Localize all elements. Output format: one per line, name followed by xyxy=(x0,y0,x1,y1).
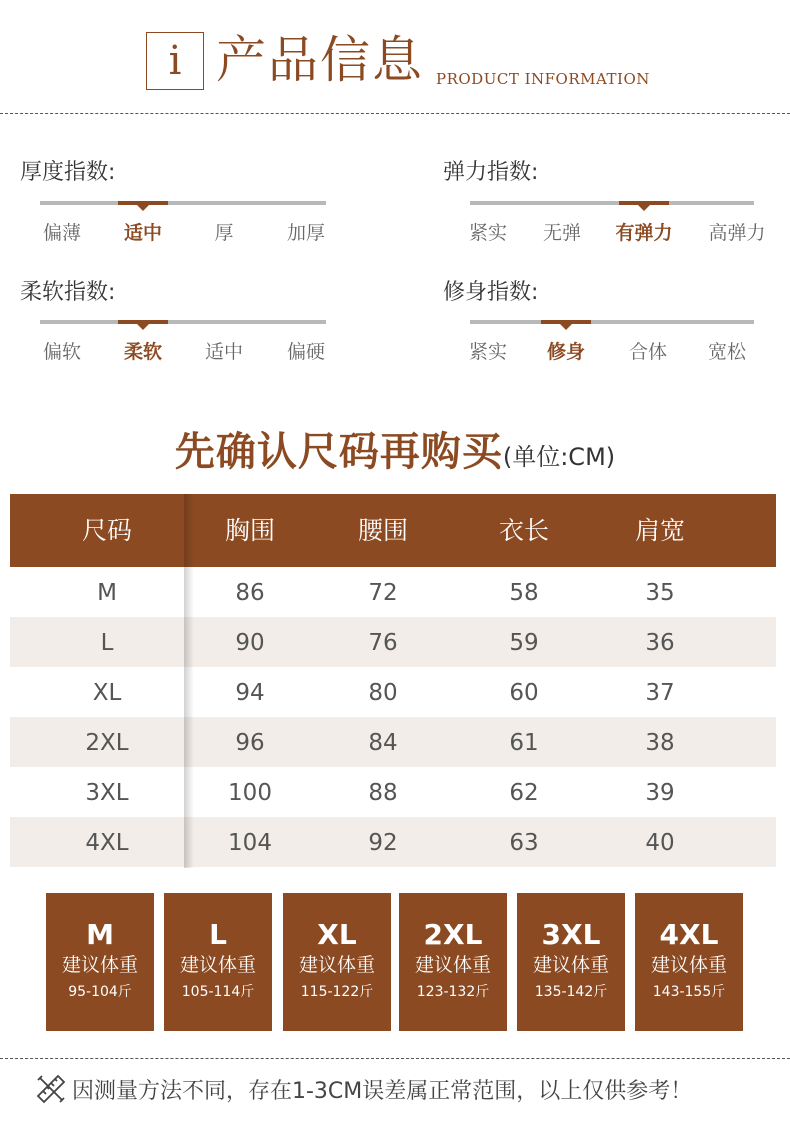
column-header: 腰围 xyxy=(357,516,409,545)
weight-card xyxy=(46,893,154,1031)
table-row xyxy=(10,717,776,767)
table-cell: 86 xyxy=(235,580,265,606)
table-cell: 62 xyxy=(509,780,539,806)
weight-card xyxy=(399,893,507,1031)
index-label: 修身指数: xyxy=(443,280,539,305)
weight-card xyxy=(517,893,625,1031)
table-cell: M xyxy=(97,580,117,606)
divider xyxy=(0,1058,790,1059)
index-option: 偏硬 xyxy=(286,341,326,363)
weight-card-range: 95-104斤 xyxy=(68,984,132,1000)
note-text: 因测量方法不同，存在1-3CM误差属正常范围，以上仅供参考！ xyxy=(72,1078,693,1104)
weight-card-size: XL xyxy=(317,918,357,951)
weight-card-label: 建议体重 xyxy=(650,954,727,976)
weight-card-label: 建议体重 xyxy=(61,954,138,976)
table-cell: 2XL xyxy=(85,730,129,756)
table-cell: 96 xyxy=(235,730,265,756)
weight-card-range: 123-132斤 xyxy=(416,984,490,1000)
index-option: 有弹力 xyxy=(615,222,673,244)
index-scale-marker xyxy=(118,201,168,205)
weight-card-label: 建议体重 xyxy=(298,954,375,976)
size-chart-title xyxy=(0,420,790,477)
table-cell: 88 xyxy=(368,780,398,806)
table-cell: 36 xyxy=(645,630,675,656)
weight-card-range: 105-114斤 xyxy=(181,984,255,1000)
table-row xyxy=(10,667,776,717)
table-cell: 3XL xyxy=(85,780,129,806)
index-option: 柔软 xyxy=(123,341,163,363)
index-label: 柔软指数: xyxy=(20,280,116,305)
size-chart-unit: (单位:CM) xyxy=(502,443,616,471)
weight-card xyxy=(164,893,272,1031)
size-chart-heading: 先确认尺码再购买 xyxy=(174,429,503,475)
weight-card-range: 135-142斤 xyxy=(534,984,608,1000)
index-scale-marker xyxy=(541,320,591,324)
table-cell: 63 xyxy=(509,830,539,856)
table-row xyxy=(10,617,776,667)
weight-card-size: M xyxy=(86,918,114,951)
table-row xyxy=(10,817,776,867)
index-option: 合体 xyxy=(628,341,668,363)
column-header: 肩宽 xyxy=(634,516,686,545)
index-option: 厚 xyxy=(214,222,234,244)
table-cell: 72 xyxy=(368,580,398,606)
index-option: 紧实 xyxy=(468,222,508,244)
index-scale-marker xyxy=(619,201,669,205)
table-cell: 35 xyxy=(645,580,675,606)
column-header: 衣长 xyxy=(498,516,550,545)
table-cell: 58 xyxy=(509,580,539,606)
weight-card xyxy=(283,893,391,1031)
weight-card-label: 建议体重 xyxy=(179,954,256,976)
index-option: 偏薄 xyxy=(42,222,82,244)
table-cell: XL xyxy=(92,680,122,706)
index-scale-track xyxy=(40,320,326,324)
table-cell: 40 xyxy=(645,830,675,856)
index-label: 弹力指数: xyxy=(443,160,539,185)
weight-card-size: 2XL xyxy=(423,918,483,951)
weight-card-range: 115-122斤 xyxy=(300,984,374,1000)
table-cell: 92 xyxy=(368,830,398,856)
table-cell: 100 xyxy=(228,780,272,806)
index-option: 紧实 xyxy=(468,341,508,363)
index-option: 加厚 xyxy=(286,222,326,244)
page-subtitle: PRODUCT INFORMATION xyxy=(436,70,650,88)
size-table xyxy=(10,494,776,867)
weight-card-size: L xyxy=(209,918,227,951)
info-icon: i xyxy=(146,32,204,90)
measurement-note xyxy=(34,1072,692,1106)
weight-card-size: 3XL xyxy=(541,918,601,951)
table-cell: 37 xyxy=(645,680,675,706)
table-cell: 4XL xyxy=(85,830,129,856)
index-scale-track xyxy=(40,201,326,205)
index-option: 宽松 xyxy=(707,341,747,363)
index-option: 高弹力 xyxy=(708,222,766,244)
index-scale-marker xyxy=(118,320,168,324)
index-option: 适中 xyxy=(123,222,163,244)
table-cell: 38 xyxy=(645,730,675,756)
index-scale-track xyxy=(470,201,754,205)
table-cell: 84 xyxy=(368,730,398,756)
weight-card-size: 4XL xyxy=(659,918,719,951)
page-title: 产品信息 xyxy=(216,31,424,89)
table-row xyxy=(10,567,776,617)
column-header: 尺码 xyxy=(81,516,133,545)
table-cell: 39 xyxy=(645,780,675,806)
table-cell: 90 xyxy=(235,630,265,656)
weight-card xyxy=(635,893,743,1031)
divider xyxy=(0,113,790,114)
table-cell: 61 xyxy=(509,730,539,756)
table-row xyxy=(10,767,776,817)
index-option: 修身 xyxy=(546,341,586,363)
table-header xyxy=(10,494,776,567)
index-option: 无弹 xyxy=(542,222,582,244)
weight-card-label: 建议体重 xyxy=(532,954,609,976)
column-shadow xyxy=(184,494,194,868)
weight-card-range: 143-155斤 xyxy=(652,984,726,1000)
table-body xyxy=(10,567,776,867)
table-cell: L xyxy=(100,630,114,656)
index-option: 偏软 xyxy=(42,341,82,363)
table-cell: 76 xyxy=(368,630,398,656)
weight-card-label: 建议体重 xyxy=(414,954,491,976)
table-cell: 104 xyxy=(228,830,272,856)
table-cell: 59 xyxy=(509,630,539,656)
column-header: 胸围 xyxy=(224,516,276,545)
table-cell: 60 xyxy=(509,680,539,706)
index-scale-track xyxy=(470,320,754,324)
table-cell: 94 xyxy=(235,680,265,706)
index-option: 适中 xyxy=(204,341,244,363)
ruler-pencil-icon xyxy=(34,1072,68,1106)
table-cell: 80 xyxy=(368,680,398,706)
index-label: 厚度指数: xyxy=(20,160,116,185)
